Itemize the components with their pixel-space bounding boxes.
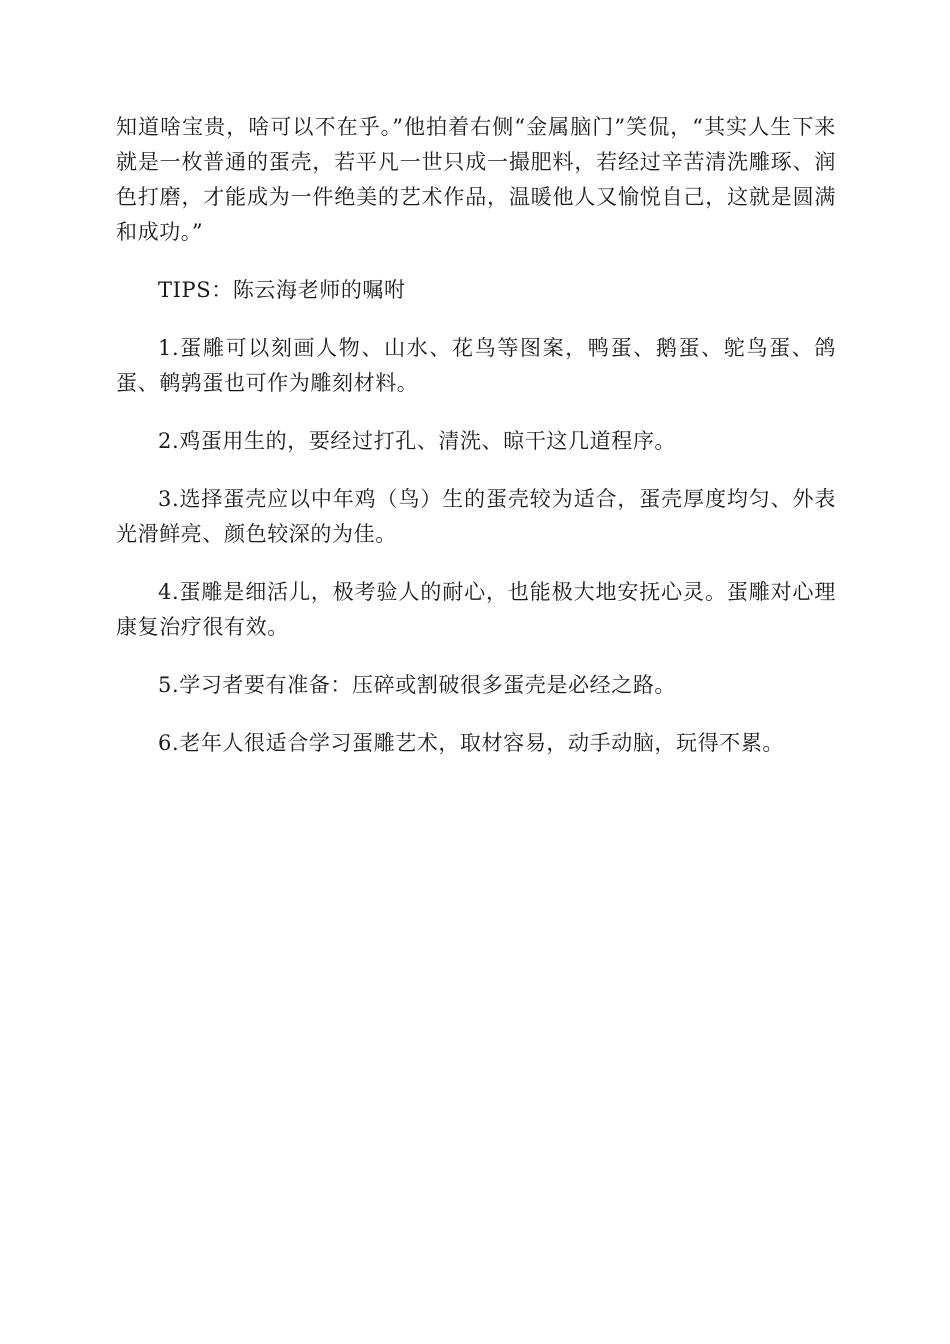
tip-item-4: 4.蛋雕是细活儿，极考验人的耐心，也能极大地安抚心灵。蛋雕对心理康复治疗很有效。 (116, 580, 836, 639)
tip-item-2: 2.鸡蛋用生的，要经过打孔、清洗、晾干这几道程序。 (158, 429, 677, 453)
intro-paragraph: 知道啥宝贵，啥可以不在乎。”他拍着右侧“金属脑门”笑侃，“其实人生下来就是一枚普通的蛋壳，若平凡一世只成一撮肥料，若经过辛苦清洗雕琢、润色打磨，才能成为一件绝美的艺术作品，温暖他人又愉悦自己，这就是圆满和成功。” (116, 115, 836, 244)
tip-item-1: 1.蛋雕可以刻画人物、山水、花鸟等图案，鸭蛋、鹅蛋、鸵鸟蛋、鸽蛋、鹌鹑蛋也可作为雕刻材料。 (116, 336, 836, 395)
tips-heading: TIPS：陈云海老师的嘱咐 (158, 278, 406, 302)
document-body (116, 110, 836, 761)
tip-item-6: 6.老年人很适合学习蛋雕艺术，取材容易，动手动脑，玩得不累。 (158, 731, 785, 755)
tip-item-3: 3.选择蛋壳应以中年鸡（鸟）生的蛋壳较为适合，蛋壳厚度均匀、外表光滑鲜亮、颜色较深的为佳。 (116, 487, 836, 546)
tip-item-5: 5.学习者要有准备：压碎或割破很多蛋壳是必经之路。 (158, 673, 677, 697)
